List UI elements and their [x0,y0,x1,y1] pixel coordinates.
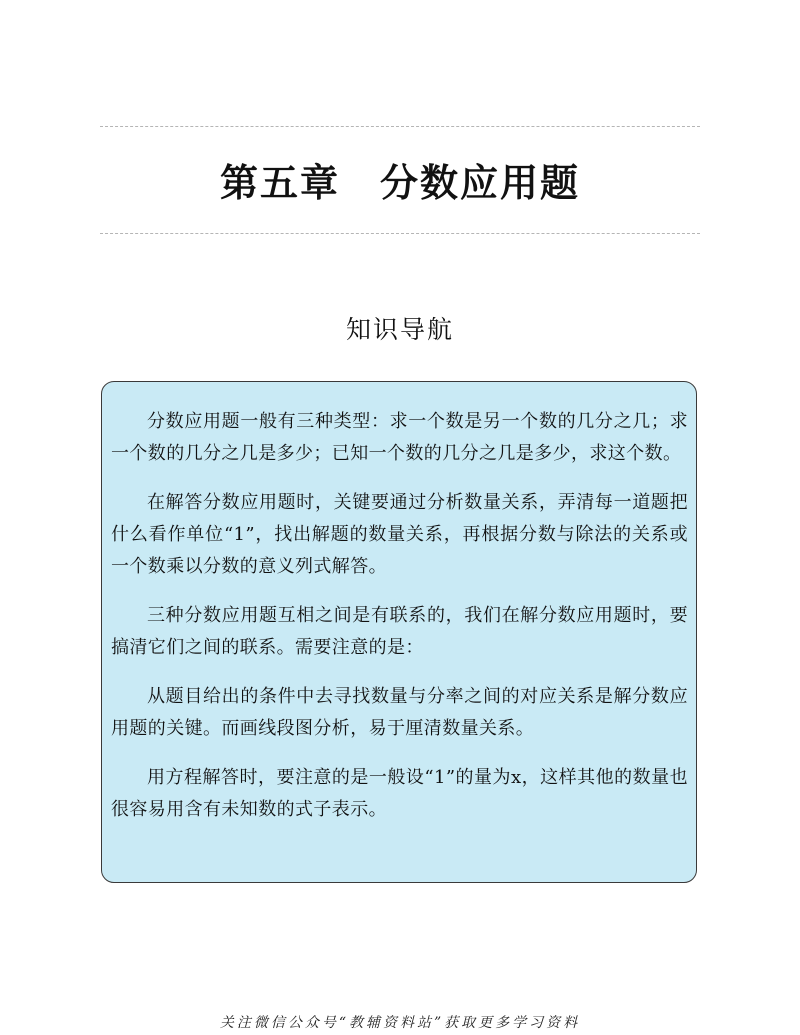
footer-note: 关注微信公众号“教辅资料站”获取更多学习资料 [219,1015,581,1031]
paragraph-equation-method: 用方程解答时，要注意的是一般设“1”的量为x，这样其他的数量也很容易用含有未知数的式子表示。 [111,767,688,820]
chapter-title: 第五章 分数应用题 [219,160,580,205]
paragraph-correspondence: 从题目给出的条件中去寻找数量与分率之间的对应关系是解分数应用题的关键。而画线段图分析，易于厘清数量关系。 [111,686,688,739]
paragraph-type-connections: 三种分数应用题互相之间是有联系的，我们在解分数应用题时，要搞清它们之间的联系。需要注意的是： [111,605,688,658]
section-title: 知识导航 [345,315,454,344]
paragraph-solving-key: 在解答分数应用题时，关键要通过分析数量关系，弄清每一道题把什么看作单位“1”，找出解题的数量关系，再根据分数与除法的关系或一个数乘以分数的意义列式解答。 [111,492,688,577]
bottom-dashed-divider [100,233,700,234]
knowledge-box [101,381,697,883]
paragraph-question-types: 分数应用题一般有三种类型：求一个数是另一个数的几分之几；求一个数的几分之几是多少；已知一个数的几分之几是多少，求这个数。 [111,411,688,464]
top-dashed-divider [100,126,700,127]
